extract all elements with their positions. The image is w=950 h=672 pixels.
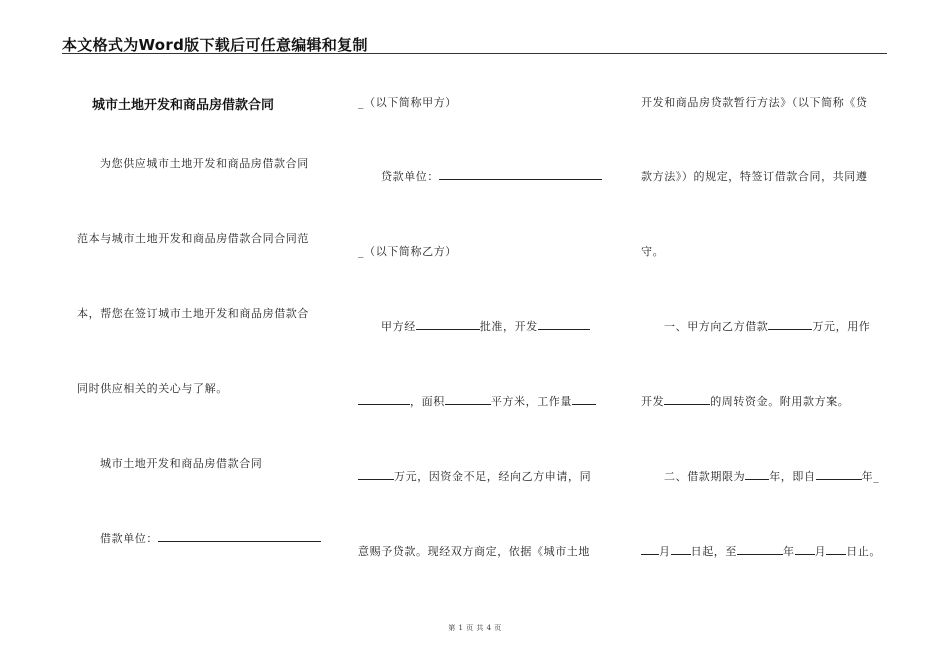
contract-title: 城市土地开发和商品房借款合同 (92, 98, 275, 113)
clause-2-line (664, 468, 879, 484)
clause-2-line-2 (641, 543, 881, 559)
clause-1-line (664, 318, 870, 334)
project-blank (358, 394, 410, 405)
clause-1-line-2 (641, 393, 849, 409)
end-day-text: 日止。 (846, 545, 882, 558)
clause-2-text: 二、借款期限为 (664, 470, 746, 483)
loan-amount-blank (768, 319, 812, 330)
end-month-text: 月 (814, 545, 827, 558)
intro-line-3: 本，帮您在签订城市土地开发和商品房借款合 (77, 307, 309, 320)
intro-line-2: 范本与城市土地开发和商品房借款合同合同范 (77, 232, 309, 245)
regulation-line-2: 款方法》）的规定，特签订借款合同，共同遵 (641, 170, 868, 183)
develop-text: 开发 (641, 395, 665, 408)
intro-line-1: 为您供应城市土地开发和商品房借款合同 (100, 157, 309, 170)
area-blank (445, 394, 491, 405)
intro-line-4: 同时供应相关的关心与了解。 (77, 382, 228, 395)
end-year-text: 年 (783, 545, 795, 558)
subtitle-line: 城市土地开发和商品房借款合同 (100, 457, 263, 470)
lender-blank (439, 169, 602, 180)
workload-blank (572, 394, 596, 405)
approval-blank (416, 319, 480, 330)
start-year-blank (816, 469, 862, 480)
develop-blank (538, 319, 590, 330)
end-year-blank (737, 544, 783, 555)
term-from-text: 年，即自 (769, 470, 816, 483)
approval-text-2: 批准，开发 (479, 320, 538, 333)
area-text: ，面积 (410, 395, 445, 408)
lender-line (381, 168, 602, 184)
regulation-line-1: 开发和商品房贷款暂行方法》（以下简称《贷 (641, 96, 868, 109)
agreement-line: 意赐予贷款。现经双方商定，依据《城市土地 (358, 545, 590, 558)
develop-project-blank (664, 394, 710, 405)
clause-1-text: 一、甲方向乙方借款 (664, 320, 769, 333)
month-text: 月 (659, 545, 671, 558)
clause-1-unit: 万元，用作 (812, 320, 871, 333)
header-divider (62, 53, 887, 54)
amount-blank (358, 469, 394, 480)
document-header-title: 本文格式为Word版下载后可任意编辑和复制 (62, 36, 368, 54)
funding-text: 万元，因资金不足，经向乙方申请，同 (394, 470, 592, 483)
term-years-blank (745, 469, 769, 480)
area-line (358, 393, 596, 409)
end-day-blank (826, 544, 846, 555)
approval-text-1: 甲方经 (381, 320, 416, 333)
borrower-line (100, 530, 321, 546)
page-number: 第 1 页 共 4 页 (448, 624, 502, 632)
year-text: 年_ (861, 470, 880, 483)
working-capital-text: 的周转资金。附用款方案。 (710, 395, 850, 408)
party-b-note: _（以下简称乙方） (358, 245, 457, 258)
end-month-blank (795, 544, 815, 555)
funding-line (358, 468, 591, 484)
start-day-blank (671, 544, 691, 555)
party-a-note: _（以下简称甲方） (358, 96, 457, 109)
borrower-blank (158, 531, 321, 542)
borrower-label: 借款单位： (100, 532, 158, 545)
start-month-blank (641, 544, 659, 555)
workload-text: 平方米，工作量 (490, 395, 573, 408)
until-text: 日起，至 (690, 545, 738, 558)
regulation-line-3: 守。 (641, 245, 665, 258)
approval-line (381, 318, 590, 334)
lender-label: 贷款单位： (381, 170, 439, 183)
